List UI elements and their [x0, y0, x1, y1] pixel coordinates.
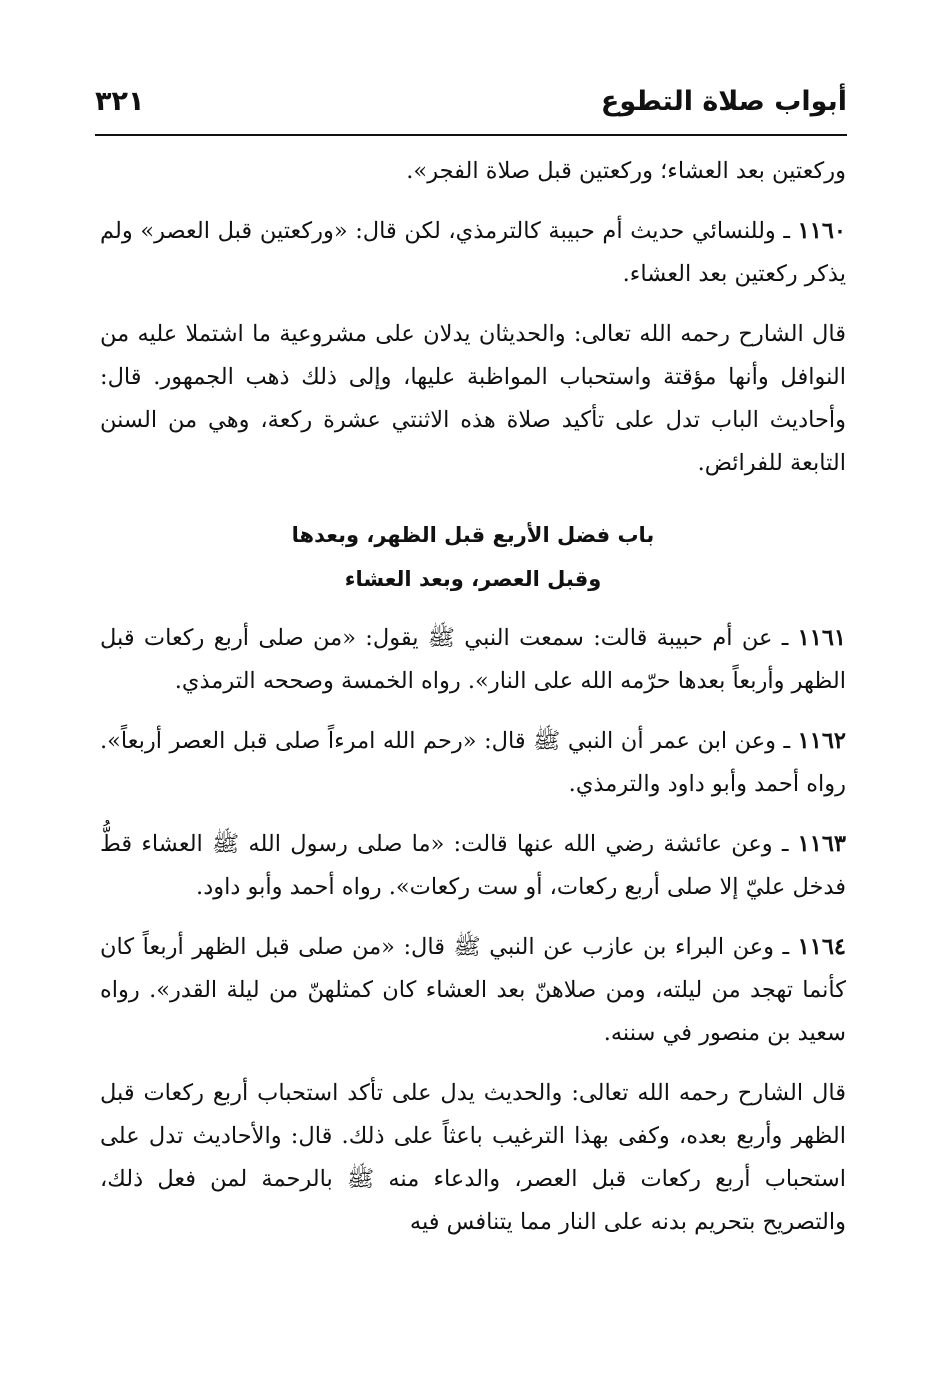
hadith-text: ـ وعن البراء بن عازب عن النبي ﷺ قال: «من صلى قبل الظهر أربعاً كان كأنما تهجد من ليلته، ومن صلاهنّ بعد العشاء كان كمثلهنّ من ليلة القدر». رواه سعيد بن منصور في سننه. [100, 934, 846, 1046]
hadith-number: ١١٦٣ [797, 831, 846, 857]
hadith-1162 [100, 720, 846, 806]
hadith-number: ١١٦٢ [797, 728, 846, 754]
commentary-paragraph [100, 1072, 846, 1244]
page-number: ٣٢١ [95, 86, 145, 117]
running-header [95, 82, 847, 128]
section-heading-line-1: باب فضل الأربع قبل الظهر، وبعدها [291, 523, 655, 547]
hadith-1163 [100, 823, 846, 909]
commentary-paragraph [100, 313, 846, 485]
section-heading [100, 513, 846, 601]
paragraph-text: قال الشارح رحمه الله تعالى: والحديثان يدلان على مشروعية ما اشتملا عليه من النوافل وأنها مؤقتة واستحباب المواظبة عليها، وإلى ذلك ذهب الجمهور. قال: وأحاديث الباب تدل على تأكيد صلاة هذه الاثنتي عشرة ركعة، وهي من السنن التابعة للفرائض. [100, 321, 846, 476]
hadith-text: ـ وللنسائي حديث أم حبيبة كالترمذي، لكن قال: «وركعتين قبل العصر» ولم يذكر ركعتين بعد العشاء. [100, 218, 846, 287]
hadith-number: ١١٦١ [797, 625, 846, 651]
chapter-title: أبواب صلاة التطوع [600, 86, 847, 117]
paragraph-text: وركعتين بعد العشاء؛ وركعتين قبل صلاة الفجر». [406, 158, 846, 184]
hadith-number: ١١٦٠ [797, 218, 846, 244]
page-body [100, 150, 846, 1261]
hadith-text: ـ وعن عائشة رضي الله عنها قالت: «ما صلى رسول الله ﷺ العشاء قطُّ فدخل عليّ إلا صلى أربع ركعات، أو ست ركعات». رواه أحمد وأبو داود. [100, 831, 846, 900]
hadith-1161 [100, 617, 846, 703]
paragraph-continuation [100, 150, 846, 193]
hadith-1160 [100, 210, 846, 296]
hadith-text: ـ عن أم حبيبة قالت: سمعت النبي ﷺ يقول: «من صلى أربع ركعات قبل الظهر وأربعاً بعدها حرّمه الله على النار». رواه الخمسة وصححه الترمذي. [100, 625, 846, 694]
paragraph-text: قال الشارح رحمه الله تعالى: والحديث يدل على تأكد استحباب أربع ركعات قبل الظهر وأربع بعده، وكفى بهذا الترغيب باعثاً على ذلك. قال: والأحاديث تدل على استحباب أربع ركعات قبل العصر، والدعاء منه ﷺ بالرحمة لمن فعل ذلك، والتصريح بتحريم بدنه على النار مما يتنافس فيه [100, 1080, 846, 1235]
hadith-text: ـ وعن ابن عمر أن النبي ﷺ قال: «رحم الله امرءاً صلى قبل العصر أربعاً». رواه أحمد وأبو داود والترمذي. [100, 728, 846, 797]
header-divider [95, 134, 847, 136]
hadith-number: ١١٦٤ [797, 934, 846, 960]
section-heading-line-2: وقبل العصر، وبعد العشاء [344, 567, 602, 591]
hadith-1164 [100, 926, 846, 1055]
